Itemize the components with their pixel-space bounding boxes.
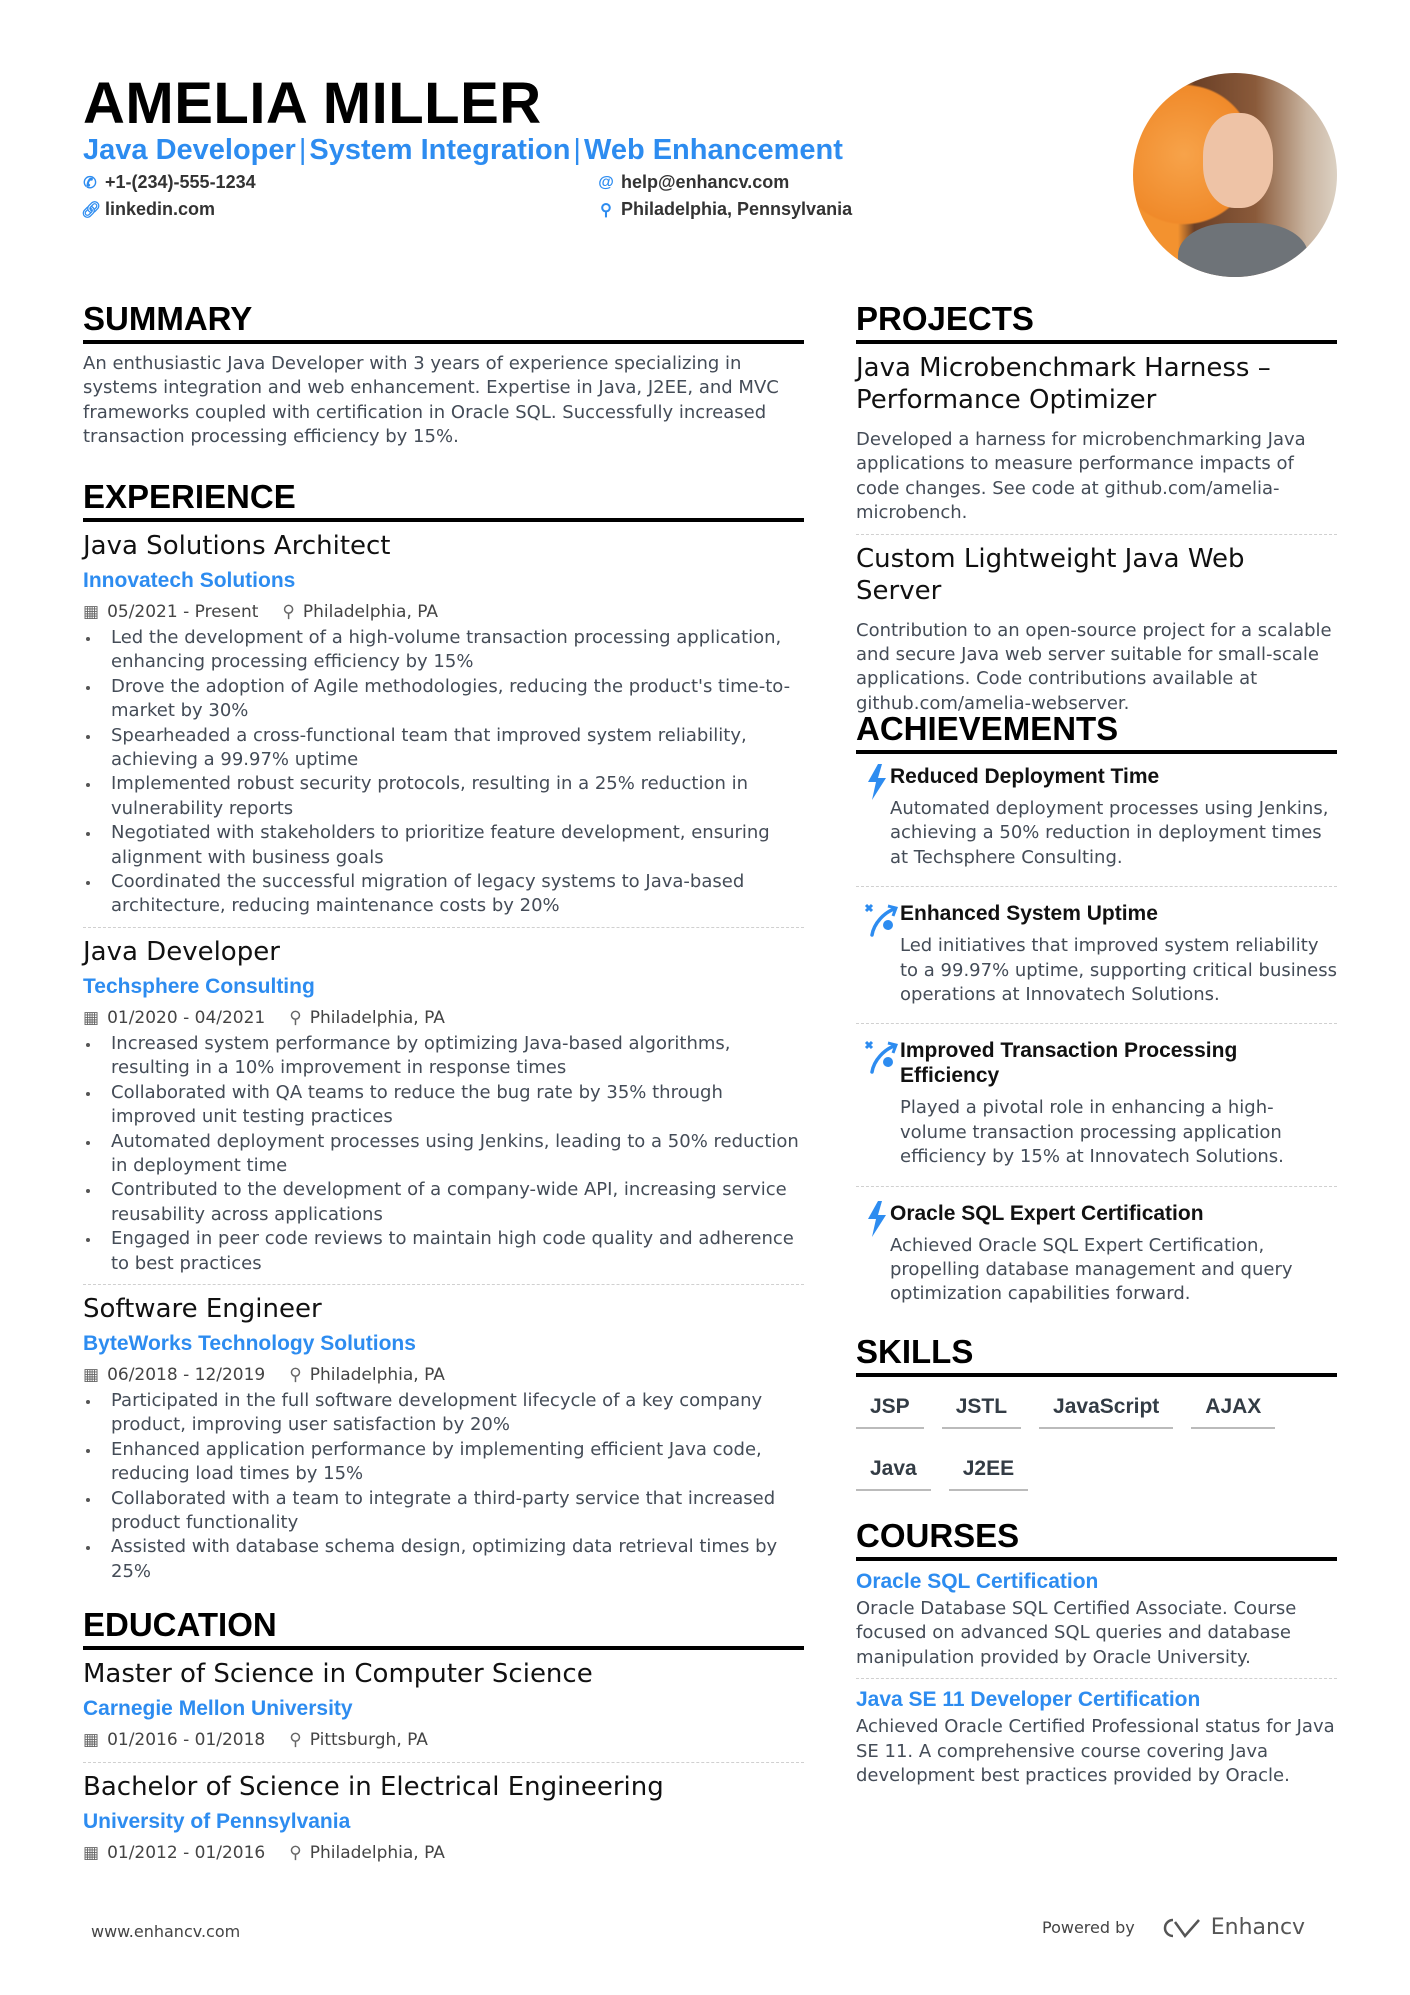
location-text: Philadelphia, PA (302, 602, 439, 622)
email-text[interactable]: help@enhancv.com (621, 172, 790, 192)
skill-tag: AJAX (1191, 1389, 1275, 1429)
achievement-description: Led initiatives that improved system reliability to a 99.97% uptime, supporting critical business operations at Innovatech Solutions. (900, 935, 1337, 1006)
job-title: Java Developer (83, 936, 280, 967)
location-pin-icon: ⚲ (600, 201, 612, 219)
divider (83, 1284, 804, 1285)
location-pin-icon: ⚲ (282, 602, 295, 622)
bullet-list (83, 1032, 804, 1276)
phone-icon: ✆ (83, 174, 97, 192)
location (289, 1839, 445, 1867)
separator: | (298, 134, 307, 166)
bullet-item: Spearheaded a cross-functional team that improved system reliability, achieving a 99.97% uptime (83, 724, 804, 773)
achievement-item (856, 754, 1337, 878)
bullet-item: Coordinated the successful migration of legacy systems to Java-based architecture, reducing maintenance costs by 20% (83, 870, 804, 919)
powered-by: Powered by (1042, 1918, 1135, 1937)
bullet-item: Negotiated with stakeholders to prioritize feature development, ensuring alignment with business goals (83, 821, 804, 870)
profile-photo (1133, 73, 1337, 277)
achievement-title: Enhanced System Uptime (900, 902, 1158, 926)
headline-title: System Integration (309, 134, 571, 166)
section-heading: PROJECTS (856, 300, 1337, 344)
bullet-list (83, 626, 804, 919)
dates-text: 05/2021 - Present (107, 602, 259, 622)
divider (856, 534, 1337, 535)
skill-tag: JSTL (942, 1389, 1021, 1429)
achievement-content (890, 764, 1337, 870)
location-pin-icon: ⚲ (289, 1730, 302, 1750)
link-text[interactable]: linkedin.com (105, 199, 216, 219)
degree: Bachelor of Science in Electrical Engineering (83, 1772, 664, 1802)
dates-text: 06/2018 - 12/2019 (107, 1364, 266, 1385)
company-name[interactable]: ByteWorks Technology Solutions (83, 1331, 416, 1355)
achievement-description: Played a pivotal role in enhancing a high-volume transaction processing application efficiency by 15% at Innovatech Solutions. (900, 1097, 1284, 1168)
divider (83, 1762, 804, 1763)
course-description: Oracle Database SQL Certified Associate. Course focused on advanced SQL queries and database manipulation provided by Oracle University. (856, 1598, 1297, 1668)
course-title[interactable]: Java SE 11 Developer Certification (856, 1688, 1201, 1712)
achievements-section (856, 710, 1337, 1315)
linkedin-link[interactable] (81, 199, 215, 220)
project-title: Custom Lightweight Java Web Server (856, 543, 1245, 606)
location (282, 598, 438, 626)
headline-title: Java Developer (83, 134, 296, 166)
course-description: Achieved Oracle Certified Professional status for Java SE 11. A comprehensive course covering Java development best practices provided by Oracle. (856, 1716, 1335, 1787)
dates (83, 1726, 265, 1754)
date-location-row (83, 1839, 804, 1867)
location-text: Pittsburgh, PA (309, 1730, 428, 1750)
location (289, 1004, 445, 1032)
bullet-item: Participated in the full software development lifecycle of a key company product, improving user satisfaction by 20% (83, 1389, 804, 1438)
skill-tag: JSP (856, 1389, 924, 1429)
experience-section (83, 478, 804, 1584)
section-heading: SUMMARY (83, 300, 804, 344)
calendar-icon: ▦ (83, 1843, 100, 1863)
bullet-item: Engaged in peer code reviews to maintain high code quality and adherence to best practices (83, 1227, 804, 1276)
footer-branding (1042, 1915, 1305, 1940)
section-heading: ACHIEVEMENTS (856, 710, 1337, 754)
strategy-icon (856, 1038, 900, 1169)
brand-name: Enhancv (1210, 1915, 1306, 1940)
job-title: Java Solutions Architect (83, 531, 391, 561)
location-text: Philadelphia, PA (309, 1364, 445, 1385)
achievement-description: Automated deployment processes using Jenkins, achieving a 50% reduction in deployment times at Techsphere Consulting. (890, 798, 1329, 868)
lightning-icon (856, 1201, 890, 1307)
achievement-title: Reduced Deployment Time (890, 765, 1160, 788)
project-description: Contribution to an open-source project for a scalable and secure Java web server suitable for small-scale applications. Code contributions available at github.com/amelia-webserver. (856, 619, 1332, 714)
location (597, 199, 852, 220)
bullet-item: Increased system performance by optimizing Java-based algorithms, resulting in a 10% improvement in response times (83, 1032, 804, 1081)
divider (856, 1678, 1337, 1679)
section-heading: COURSES (856, 1517, 1337, 1561)
project-title: Java Microbenchmark Harness – Performance Optimizer (856, 353, 1271, 415)
calendar-icon: ▦ (83, 1730, 100, 1750)
location-pin-icon: ⚲ (289, 1007, 302, 1028)
divider (83, 927, 804, 928)
achievement-title: Oracle SQL Expert Certification (890, 1201, 1204, 1225)
lightning-icon (856, 764, 890, 870)
achievement-content (900, 901, 1337, 1007)
bullet-item: Enhanced application performance by implementing efficient Java code, reducing load times by 15% (83, 1438, 804, 1487)
project-description: Developed a harness for microbenchmarking Java applications to measure performance impacts of code changes. See code at github.com/amelia-microbench. (856, 429, 1306, 524)
location (289, 1361, 445, 1389)
date-location-row (83, 1361, 804, 1389)
dates-text: 01/2020 - 04/2021 (107, 1007, 266, 1028)
dates-text: 01/2012 - 01/2016 (107, 1843, 266, 1863)
school-name[interactable]: University of Pennsylvania (83, 1810, 351, 1833)
location-text: Philadelphia, PA (309, 1007, 445, 1028)
date-location-row (83, 1726, 804, 1754)
degree: Master of Science in Computer Science (83, 1659, 593, 1689)
location (289, 1726, 428, 1754)
dates (83, 1361, 265, 1389)
company-name[interactable]: Innovatech Solutions (83, 569, 296, 592)
bullet-item: Automated deployment processes using Jenkins, leading to a 50% reduction in deployment time (83, 1130, 804, 1179)
bullet-item: Collaborated with QA teams to reduce the bug rate by 35% through improved unit testing practices (83, 1081, 804, 1130)
candidate-name: AMELIA MILLER (83, 71, 542, 136)
calendar-icon: ▦ (83, 602, 100, 622)
divider (856, 1023, 1337, 1024)
bullet-item: Contributed to the development of a company-wide API, increasing service reusability across applications (83, 1178, 804, 1227)
achievement-title: Improved Transaction Processing Efficiency (900, 1039, 1238, 1088)
location-pin-icon: ⚲ (289, 1843, 302, 1863)
course-title[interactable]: Oracle SQL Certification (856, 1570, 1099, 1593)
bullet-item: Assisted with database schema design, optimizing data retrieval times by 25% (83, 1535, 804, 1584)
skill-tag: JavaScript (1039, 1389, 1173, 1429)
dates-text: 01/2016 - 01/2018 (107, 1730, 266, 1750)
date-location-row (83, 598, 804, 626)
section-heading: EXPERIENCE (83, 478, 804, 522)
bullet-item: Led the development of a high-volume transaction processing application, enhancing processing efficiency by 15% (83, 626, 804, 675)
link-icon: 🔗︎ (81, 201, 102, 219)
summary-text: An enthusiastic Java Developer with 3 years of experience specializing in systems integration and web enhancement. Expertise in Java, J2EE, and MVC frameworks coupled with certification in Oracle SQL. Successfully increased transaction processing efficiency by 15%. (83, 353, 779, 448)
summary-section (83, 300, 804, 450)
divider (856, 1186, 1337, 1187)
job-title: Software Engineer (83, 1293, 322, 1324)
school-name[interactable]: Carnegie Mellon University (83, 1697, 353, 1720)
date-location-row (83, 1004, 804, 1032)
separator: | (573, 134, 581, 166)
enhancv-logo[interactable] (1159, 1915, 1305, 1940)
bullet-list (83, 1389, 804, 1584)
courses-section (856, 1517, 1337, 1788)
bullet-item: Drove the adoption of Agile methodologies, reducing the product's time-to-market by 30% (83, 675, 804, 724)
dates (83, 1004, 265, 1032)
skills-section (856, 1333, 1337, 1513)
skill-tag: Java (856, 1451, 931, 1491)
phone (81, 172, 256, 193)
achievement-content (900, 1038, 1337, 1169)
achievement-content (890, 1201, 1337, 1307)
location-text: Philadelphia, PA (309, 1843, 445, 1863)
achievement-item (856, 891, 1337, 1015)
dates (83, 598, 258, 626)
enhancv-logo-icon (1159, 1916, 1203, 1940)
achievement-description: Achieved Oracle SQL Expert Certification, propelling database management and query optimization capabilities forward. (890, 1234, 1293, 1305)
bullet-item: Implemented robust security protocols, resulting in a 25% reduction in vulnerability reports (83, 772, 804, 821)
achievement-item (856, 1191, 1337, 1315)
calendar-icon: ▦ (83, 1007, 100, 1028)
dates (83, 1839, 265, 1867)
at-icon: @ (598, 173, 614, 191)
bullet-item: Collaborated with a team to integrate a third-party service that increased product functionality (83, 1487, 804, 1536)
location-text: Philadelphia, Pennsylvania (621, 199, 853, 219)
education-section (83, 1606, 804, 1867)
email[interactable] (597, 172, 789, 193)
headline (83, 134, 843, 167)
company-name[interactable]: Techsphere Consulting (83, 974, 315, 998)
strategy-icon (856, 901, 900, 1007)
phone-text: +1-(234)-555-1234 (105, 172, 256, 192)
section-heading: EDUCATION (83, 1606, 804, 1650)
divider (856, 886, 1337, 887)
achievement-item (856, 1028, 1337, 1177)
footer-website[interactable]: www.enhancv.com (91, 1922, 241, 1941)
calendar-icon: ▦ (83, 1364, 100, 1385)
headline-title: Web Enhancement (583, 134, 843, 166)
skill-tag: J2EE (949, 1451, 1028, 1491)
section-heading: SKILLS (856, 1333, 1337, 1377)
projects-section (856, 300, 1337, 716)
location-pin-icon: ⚲ (289, 1364, 302, 1385)
